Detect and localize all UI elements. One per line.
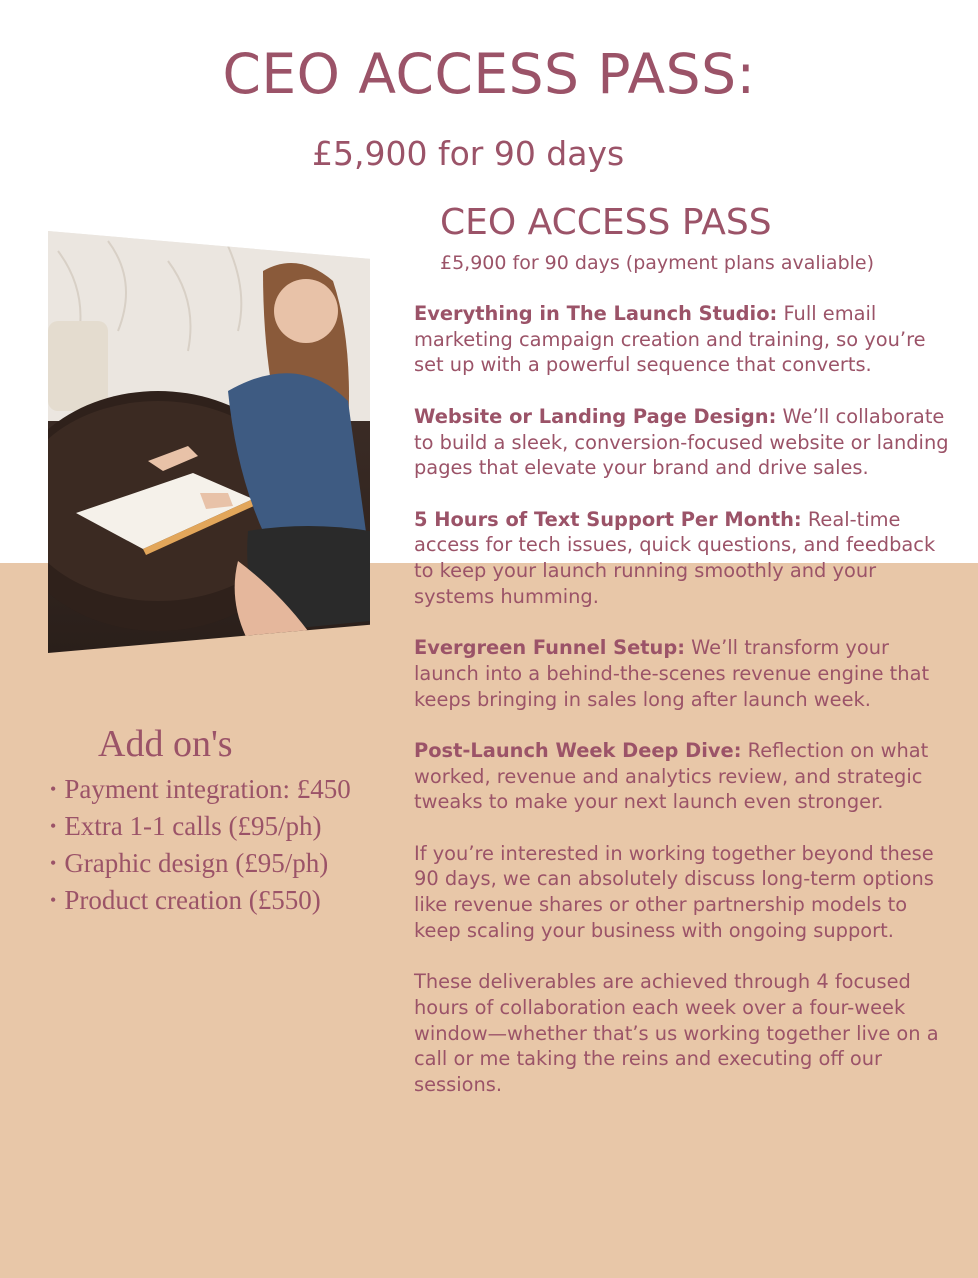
- feature-heading: Evergreen Funnel Setup:: [414, 636, 685, 660]
- deliverables-paragraph: These deliverables are achieved through 4 focused hours of collaboration each week over a four-week window—whether that’s us working together live on a call or me taking the reins and executing off our sessions.: [414, 970, 939, 1096]
- feature-text: We’ll collaborate to build a sleek, conversion-focused website or landing pages that elevate your brand and drive sales.: [414, 404, 949, 480]
- addon-item: • Payment integration: £450: [50, 772, 351, 809]
- woman-writing-photo: [48, 231, 370, 653]
- page-price: £5,900 for 90 days: [312, 134, 625, 173]
- feature-text: Reflection on what worked, revenue and analytics review, and strategic tweaks to make your next launch even stronger.: [414, 738, 929, 814]
- feature-text: Real-time access for tech issues, quick questions, and feedback to keep your launch running smoothly and your systems humming.: [414, 507, 936, 608]
- long-term-paragraph: If you’re interested in working together beyond these 90 days, we can absolutely discuss long-term options like revenue shares or other partnership models to keep scaling your business with ongoing support.: [414, 841, 934, 942]
- offer-details: [414, 301, 954, 1123]
- feature-item: [414, 635, 954, 712]
- addons-list: [50, 772, 351, 920]
- addons-title: Add on's: [98, 723, 233, 765]
- page-title: CEO ACCESS PASS:: [222, 42, 756, 106]
- feature-heading: Everything in The Launch Studio:: [414, 302, 778, 325]
- offer-title: CEO ACCESS PASS: [440, 202, 772, 243]
- feature-text: Full email marketing campaign creation and training, so you’re set up with a powerful sequence that converts.: [414, 302, 926, 377]
- addon-item: • Graphic design (£95/ph): [50, 846, 351, 883]
- feature-item: [414, 301, 954, 378]
- addon-item: • Product creation (£550): [50, 883, 351, 920]
- feature-text: We’ll transform your launch into a behind-the-scenes revenue engine that keeps bringing in sales long after launch week.: [414, 636, 930, 711]
- feature-item: [414, 507, 954, 610]
- addon-item: • Extra 1-1 calls (£95/ph): [50, 809, 351, 846]
- feature-item: [414, 404, 954, 481]
- feature-heading: Post-Launch Week Deep Dive:: [414, 738, 742, 762]
- offer-price: £5,900 for 90 days (payment plans avaliable): [440, 252, 875, 274]
- feature-heading: 5 Hours of Text Support Per Month:: [414, 507, 802, 531]
- feature-heading: Website or Landing Page Design:: [414, 404, 777, 428]
- feature-item: [414, 738, 954, 815]
